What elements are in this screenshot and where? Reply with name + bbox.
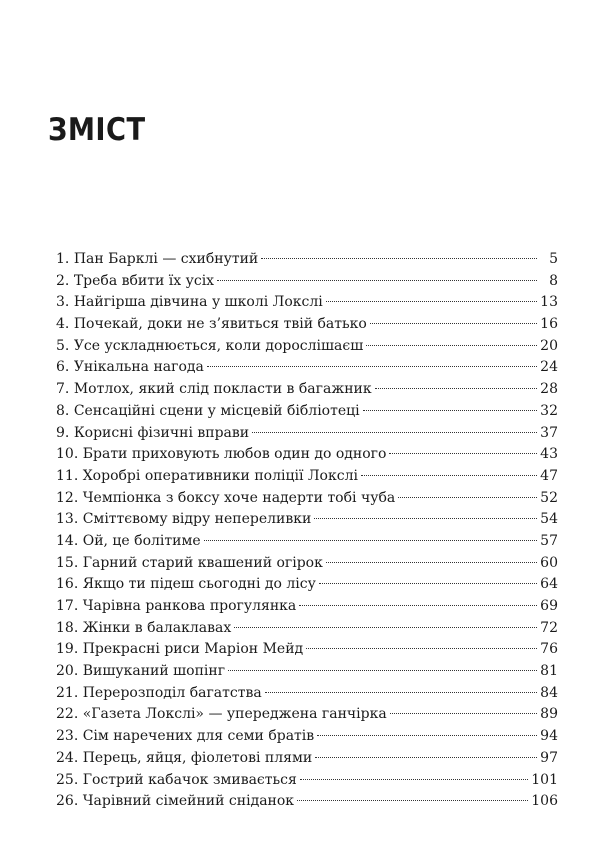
toc-entry-page: 57 (540, 532, 558, 549)
toc-entry-number: 18. (56, 619, 79, 636)
toc-entry (56, 444, 558, 466)
toc-entry-page: 43 (540, 446, 558, 463)
toc-entry-number: 5. (56, 337, 70, 354)
dot-leader (363, 410, 537, 411)
toc-entry-title: Унікальна нагода (73, 359, 204, 376)
toc-entry (56, 639, 558, 661)
dot-leader (361, 475, 537, 476)
toc-entry-title: «Газета Локслі» — упереджена ганчірка (82, 706, 387, 723)
toc-entry-title: Сенсаційні сцени у місцевій бібліотеці (73, 402, 360, 419)
dot-leader (326, 301, 537, 302)
toc-entry-page: 52 (540, 489, 558, 506)
toc-entry (56, 704, 558, 726)
toc-entry (56, 596, 558, 618)
dot-leader (370, 323, 537, 324)
dot-leader (265, 692, 537, 693)
toc-entry-title: Хоробрі оперативники поліції Локслі (82, 467, 358, 484)
toc-entry (56, 509, 558, 531)
toc-entry-number: 17. (56, 598, 79, 614)
toc-entry-title: Прекрасні риси Маріон Мейд (82, 641, 304, 658)
toc-entry-page: 64 (540, 576, 558, 593)
toc-entry (56, 531, 558, 553)
dot-leader (300, 779, 528, 780)
toc-entry-title: Чемпіонка з боксу хоче надерти тобі чуба (82, 489, 396, 506)
dot-leader (228, 670, 537, 671)
toc-entry-number: 21. (56, 684, 79, 701)
toc-entry-number: 6. (56, 359, 70, 376)
toc-entry (56, 661, 558, 683)
toc-entry-number: 9. (56, 424, 70, 441)
dot-leader (306, 648, 537, 649)
toc-entry-number: 11. (56, 467, 79, 484)
toc-entry (56, 683, 558, 705)
toc-entry-number: 13. (56, 511, 79, 528)
toc-entry (56, 357, 558, 379)
toc-entry-title: Брати приховують любов один до одного (82, 446, 387, 463)
toc-entry-page: 69 (540, 598, 558, 614)
toc-entry-title: Чарівна ранкова прогулянка (82, 598, 297, 614)
toc-entry-title: Усе ускладнюється, коли дорослішаєш (73, 337, 364, 354)
toc-entry-page: 60 (540, 554, 558, 571)
toc-entry-page: 8 (549, 272, 558, 289)
toc-entry-page: 16 (540, 316, 558, 333)
toc-entry (56, 618, 558, 640)
toc-entry-number: 2. (56, 272, 70, 289)
toc-entry-number: 7. (56, 381, 70, 398)
toc-entry-number: 14. (56, 532, 79, 549)
dot-leader (326, 562, 537, 563)
toc-entry-number: 12. (56, 489, 79, 506)
page-title: ЗМІСТ (48, 112, 146, 148)
dot-leader (375, 388, 537, 389)
toc-entry-number: 1. (56, 251, 70, 267)
toc-entry-page: 13 (540, 294, 558, 311)
toc-entry-title: Мотлох, який слід покласти в багажник (73, 381, 372, 398)
toc-entry-number: 15. (56, 554, 79, 571)
dot-leader (297, 800, 528, 801)
toc-entry-page: 94 (540, 728, 558, 745)
toc-entry-title: Перець, яйця, фіолетові плями (82, 749, 313, 766)
toc-entry-page: 81 (540, 663, 558, 680)
toc-entry-page: 28 (540, 381, 558, 398)
dot-leader (366, 345, 537, 346)
toc-entry (56, 401, 558, 423)
toc-entry (56, 292, 558, 314)
toc-entry-page: 72 (540, 619, 558, 636)
toc-entry (56, 336, 558, 358)
dot-leader (204, 540, 537, 541)
toc-entry-title: Гострий кабачок змивається (82, 771, 297, 788)
toc-entry-number: 26. (56, 793, 79, 810)
toc-entry-page: 47 (540, 467, 558, 484)
dot-leader (398, 497, 537, 498)
toc-entry-title: Найгірша дівчина у школі Локслі (73, 294, 323, 311)
toc-entry-title: Жінки в балаклавах (82, 619, 232, 636)
dot-leader (319, 583, 537, 584)
toc-entry (56, 271, 558, 293)
dot-leader (217, 280, 537, 281)
toc-entry-number: 23. (56, 728, 79, 745)
dot-leader (390, 713, 537, 714)
toc-entry (56, 379, 558, 401)
toc-entry (56, 574, 558, 596)
toc-entry-number: 16. (56, 576, 79, 593)
toc-entry-title: Корисні фізичні вправи (73, 424, 250, 441)
dot-leader (252, 432, 537, 433)
toc-entry-title: Вишуканий шопінг (82, 663, 226, 680)
toc-entry-title: Гарний старий квашений огірок (82, 554, 323, 571)
toc-entry-title: Почекай, доки не з’явиться твій батько (73, 316, 367, 333)
toc-entry-page: 24 (540, 359, 558, 376)
toc-entry (56, 249, 558, 271)
toc-entry (56, 314, 558, 336)
dot-leader (317, 735, 537, 736)
toc-entry-number: 22. (56, 706, 79, 723)
toc-entry-title: Чарівний сімейний сніданок (82, 793, 295, 810)
toc-entry-page: 20 (540, 337, 558, 354)
toc-entry (56, 466, 558, 488)
toc-entry (56, 748, 558, 770)
dot-leader (234, 627, 537, 628)
toc-entry-title: Треба вбити їх усіх (73, 272, 215, 289)
dot-leader (207, 366, 537, 367)
toc-entry (56, 791, 558, 813)
toc-entry-page: 89 (540, 706, 558, 723)
toc-entry-title: Перерозподіл багатства (82, 684, 262, 701)
dot-leader (389, 453, 537, 454)
toc-entry-number: 4. (56, 316, 70, 333)
toc-entry-title: Якщо ти підеш сьогодні до лісу (82, 576, 316, 593)
toc-entry-title: Пан Барклі — схибнутий (73, 251, 259, 267)
table-of-contents (56, 249, 558, 813)
toc-entry-number: 20. (56, 663, 79, 680)
toc-entry-page: 106 (531, 793, 558, 810)
toc-entry-title: Сміттєвому відру непереливки (82, 511, 312, 528)
toc-entry (56, 423, 558, 445)
toc-entry (56, 770, 558, 792)
toc-entry-page: 5 (549, 251, 558, 267)
dot-leader (261, 258, 537, 259)
toc-entry-number: 3. (56, 294, 70, 311)
toc-entry-number: 19. (56, 641, 79, 658)
toc-entry-title: Сім наречених для семи братів (82, 728, 315, 745)
toc-entry (56, 488, 558, 510)
toc-entry-number: 8. (56, 402, 70, 419)
toc-entry-page: 37 (540, 424, 558, 441)
dot-leader (299, 605, 537, 606)
toc-entry-page: 54 (540, 511, 558, 528)
dot-leader (314, 518, 537, 519)
toc-entry-page: 32 (540, 402, 558, 419)
toc-entry-page: 97 (540, 749, 558, 766)
toc-entry-page: 84 (540, 684, 558, 701)
toc-entry-page: 101 (531, 771, 558, 788)
toc-entry-number: 25. (56, 771, 79, 788)
toc-entry-title: Ой, це болітиме (82, 532, 201, 549)
toc-entry (56, 553, 558, 575)
toc-entry-number: 10. (56, 446, 79, 463)
toc-entry-page: 76 (540, 641, 558, 658)
dot-leader (315, 757, 537, 758)
toc-entry-number: 24. (56, 749, 79, 766)
toc-entry (56, 726, 558, 748)
